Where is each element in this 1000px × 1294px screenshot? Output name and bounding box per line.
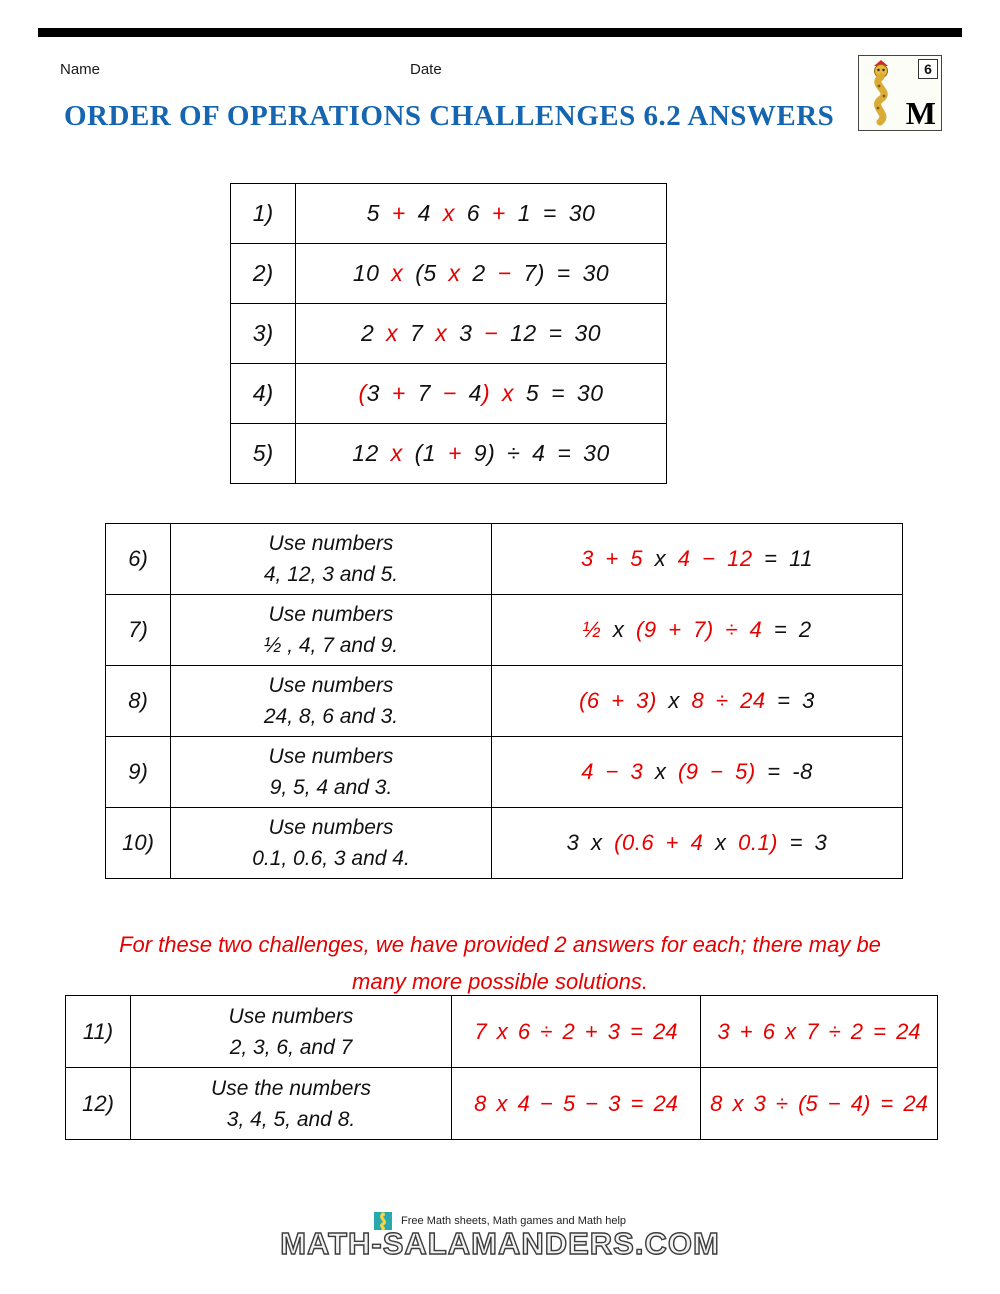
challenge-table-3 [65,995,938,1140]
equation-segment: 7 [410,320,424,346]
name-label: Name [60,61,101,78]
equation-segment: 5 [366,200,380,226]
equation-segment: x [374,320,411,346]
footer-site-name: MATH-SALAMANDERS.COM [280,1226,720,1261]
row-number: 4) [231,364,296,424]
note-line-1: For these two challenges, we have provided 2 answers for each; there may be [119,932,881,957]
clue-cell [171,524,492,595]
clue-line-2: 0.1, 0.6, 3 and 4. [252,847,410,870]
equation-cell [492,524,903,595]
equation-segment: 7 [417,380,431,406]
challenge-row [66,996,938,1068]
m-logo: M [905,95,936,131]
equation-cell [296,304,667,364]
clue-line-2: 3, 4, 5, and 8. [226,1107,356,1131]
equation-segment: (9 − 5) [677,759,756,784]
equation-segment: 4 [532,440,546,466]
row-number: 2) [231,244,296,304]
row-number: 12) [66,1068,131,1140]
equation-segment: x [703,830,739,855]
challenge-table-2 [105,523,903,879]
clue-cell [171,737,492,808]
equation-segment: 7) [523,260,545,286]
answer-cell-2: 3 + 6 x 7 ÷ 2 = 24 [701,996,938,1068]
equation-segment: x [643,759,678,784]
clue-line-2: 24, 8, 6 and 3. [263,705,399,728]
challenge-row [106,666,903,737]
equation-segment: ½ [582,617,602,642]
row-number: 9) [106,737,171,808]
equation-segment: 2 [360,320,375,346]
equation-segment: 1 [517,200,532,226]
footer-tagline-text: Free Math sheets, Math games and Math help [401,1215,627,1227]
equation-segment: + [436,440,474,466]
equation-segment: 4 [468,380,482,406]
equation-segment: ) [481,380,491,406]
equation-cell [492,808,903,879]
clue-line-1: Use numbers [268,603,394,626]
row-number: 3) [231,304,296,364]
equation-segment: x [378,440,415,466]
equation-segment: ÷ [495,440,533,466]
equation-segment: 3 [366,380,380,406]
row-number: 8) [106,666,171,737]
clue-line-1: Use numbers [268,532,394,555]
equation-segment: 4 [417,200,431,226]
challenge-table-1-body [231,184,667,484]
equation-cell [492,666,903,737]
equation-cell [296,244,667,304]
equation-segment: x [423,320,460,346]
challenge-row [66,1068,938,1140]
answer-cell-2: 8 x 3 ÷ (5 − 4) = 24 [701,1068,938,1140]
challenge-row [231,244,667,304]
equation-segment: 4 − 3 [581,759,644,784]
equation-segment: (5 [415,260,437,286]
equation-segment: x [601,617,637,642]
equation-segment: = 3 [778,830,828,855]
challenge-row [106,595,903,666]
clue-line-1: Use numbers [268,745,394,768]
equation-segment: = 30 [545,440,610,466]
equation-segment: (1 [414,440,437,466]
equation-segment: (9 + 7) ÷ 4 [636,617,763,642]
challenge-table-1 [230,183,667,484]
equation-segment: + [480,200,518,226]
answer-cell-1: 8 x 4 − 5 − 3 = 24 [452,1068,701,1140]
row-number: 1) [231,184,296,244]
challenge-row [231,364,667,424]
clue-line-1: Use numbers [228,1004,354,1028]
row-number: 10) [106,808,171,879]
clue-cell [171,595,492,666]
clue-line-1: Use numbers [268,674,394,697]
clue-cell [131,996,452,1068]
equation-segment: x [379,260,416,286]
equation-segment: 6 [466,200,481,226]
salamander-icon [862,60,900,126]
challenge-table-3-body [66,996,938,1140]
challenge-row [106,808,903,879]
clue-line-2: 9, 5, 4 and 3. [269,776,393,799]
challenge-row [231,304,667,364]
row-number: 7) [106,595,171,666]
equation-segment: 0.1) [738,830,779,855]
equation-segment: = 2 [762,617,812,642]
equation-segment: = 11 [752,546,813,571]
clue-line-2: ½ , 4, 7 and 9. [263,634,399,657]
equation-segment: 4 − 12 [677,546,753,571]
grade-badge: 6 [918,59,938,79]
clue-line-1: Use numbers [268,816,394,839]
equation-cell [296,364,667,424]
equation-segment: (0.6 + 4 [614,830,704,855]
answer-cell-1: 7 x 6 ÷ 2 + 3 = 24 [452,996,701,1068]
clue-cell [171,666,492,737]
equation-cell [296,184,667,244]
equation-segment: = 30 [536,320,602,346]
clue-cell [131,1068,452,1140]
equation-segment: 9) [473,440,496,466]
equation-segment: = 30 [531,200,596,226]
equation-segment: x [490,380,526,406]
row-number: 6) [106,524,171,595]
note-line-2: many more possible solutions. [352,969,648,994]
equation-segment: x [436,260,473,286]
clue-cell [171,808,492,879]
equation-segment: x [643,546,678,571]
equation-cell [296,424,667,484]
clue-line-1: Use the numbers [211,1076,371,1100]
row-number: 5) [231,424,296,484]
note-text [0,926,1000,1000]
page-title: ORDER OF OPERATIONS CHALLENGES 6.2 ANSWERS [64,100,835,132]
challenge-row [106,737,903,808]
challenge-row [231,424,667,484]
clue-line-2: 4, 12, 3 and 5. [263,563,399,586]
equation-segment: − [485,260,524,286]
equation-segment: − [430,380,469,406]
equation-segment: x [430,200,467,226]
equation-segment: = 30 [539,380,604,406]
equation-segment: = 30 [544,260,610,286]
equation-segment: 12 [510,320,537,346]
equation-segment: = -8 [755,759,813,784]
equation-segment: − [472,320,511,346]
equation-segment: 5 [525,380,540,406]
equation-cell [492,737,903,808]
challenge-row [106,524,903,595]
clue-line-2: 2, 3, 6, and 7 [229,1035,353,1059]
equation-segment: 8 ÷ 24 [691,688,766,713]
equation-segment: = 3 [765,688,815,713]
equation-cell [492,595,903,666]
equation-segment: 10 [352,260,380,286]
row-number: 11) [66,996,131,1068]
equation-segment: x [656,688,692,713]
challenge-row [231,184,667,244]
equation-segment: 3 x [566,830,615,855]
date-label: Date [410,61,442,78]
equation-segment: + [379,380,418,406]
equation-segment: 3 [459,320,473,346]
challenge-table-2-body [106,524,903,879]
equation-segment: (6 + 3) [579,688,657,713]
equation-segment: ( [358,380,367,406]
equation-segment: 3 + 5 [581,546,644,571]
equation-segment: 2 [472,260,486,286]
top-divider-bar [38,28,962,37]
site-logo [858,55,942,131]
equation-segment: 12 [352,440,379,466]
equation-segment: + [379,200,418,226]
